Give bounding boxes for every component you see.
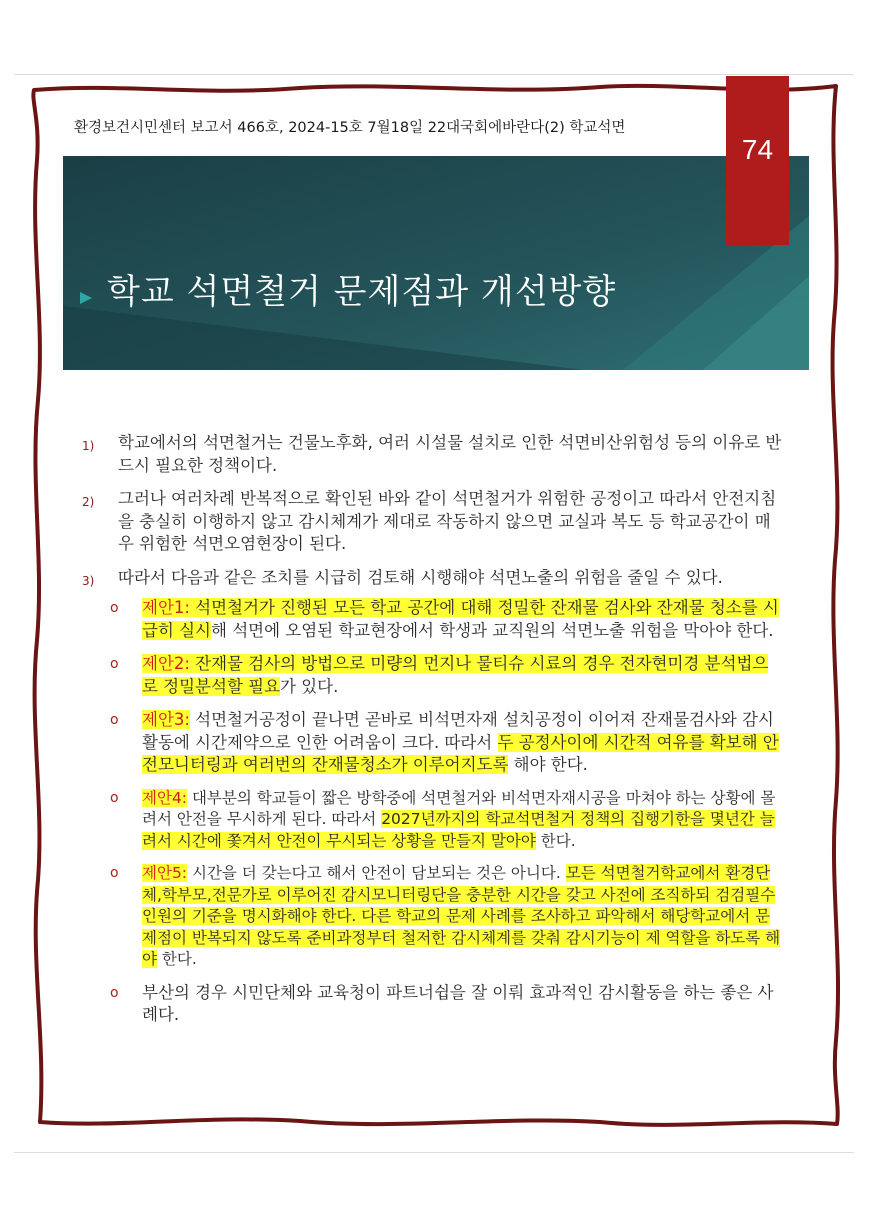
proposal-item (82, 653, 782, 698)
proposal-highlight: 제안2: 잔재물 검사의 방법으로 미량의 먼지나 물티슈 시료의 경우 전자현미경 분석법으로 정밀분석할 필요 (142, 654, 769, 696)
list-item-text: 따라서 다음과 같은 조치를 시급히 검토해 시행해야 석면노출의 위험을 줄일 수 있다. (118, 567, 723, 587)
list-marker: 1) (82, 439, 95, 453)
proposal-highlight: 제안1: 석면철거가 진행된 모든 학교 공간에 대해 정밀한 잔재물 검사와 잔재물 청소를 시급히 실시 (142, 598, 779, 640)
circle-bullet-icon: o (110, 712, 119, 728)
proposal-label: 제안2: (142, 654, 190, 673)
list-marker: 3) (82, 573, 95, 588)
slide-banner (63, 156, 809, 370)
proposal-label: 제안5: (142, 864, 188, 882)
proposal-text: 시간을 더 갖는다고 해서 안전이 담보되는 것은 아니다. (187, 864, 566, 882)
proposal-text: 가 있다. (280, 676, 339, 696)
proposal-highlight: 2027년까지의 학교석면철거 정책의 집행기한을 몇년간 늘려서 시간에 쫓겨서 안전이 무시되는 상황을 만들지 말아야 (142, 810, 775, 850)
circle-bullet-icon: o (110, 600, 119, 616)
circle-bullet-icon: o (110, 984, 119, 1001)
list-item-text: 학교에서의 석면철거는 건물노후화, 여러 시설물 설치로 인한 석면비산위험성 등의 이유로 반드시 필요한 정책이다. (118, 433, 782, 475)
proposal-label: 제안4: (142, 788, 188, 807)
list-item-text: 그러나 여러차례 반복적으로 확인된 바와 같이 석면철거가 위험한 공정이고 따라서 안전지침을 충실히 이행하지 않고 감시체계가 제대로 작동하지 않으면 교실과 복도 등 학교공간이 매우 위험한 석면오염현장이 된다. (118, 489, 777, 553)
proposal-text: 해야 한다. (508, 755, 588, 774)
list-item (82, 432, 782, 477)
circle-bullet-icon: o (110, 656, 119, 672)
list-item (82, 488, 782, 556)
proposal-text: 석면철거공정이 끝나면 곧바로 비석면자재 설치공정이 이어져 잔재물검사와 감시활동에 시간제약으로 인한 어려움이 크다. 따라서 (142, 710, 774, 752)
proposal-label: 제안1: (142, 598, 190, 617)
slide-title: 학교 석면철거 문제점과 개선방향 (107, 272, 617, 312)
proposal-item (82, 709, 782, 777)
circle-bullet-icon: o (110, 789, 119, 806)
proposal-item (82, 597, 782, 642)
proposal-text: 부산의 경우 시민단체와 교육청이 파트너쉽을 잘 이뤄 효과적인 감시활동을 하는 좋은 사례다. (142, 982, 774, 1024)
proposal-item (82, 982, 782, 1027)
proposal-highlight: 두 공정사이에 시간적 여유를 확보해 안전모니터링과 여러번의 잔재물청소가 이루어지도록 (142, 732, 779, 774)
list-marker: 2) (82, 495, 95, 509)
proposal-label: 제안3: (142, 710, 190, 729)
proposal-item (82, 863, 782, 971)
proposal-text: 한다. (535, 831, 576, 850)
page-number-tab (726, 76, 789, 245)
list-item (82, 567, 782, 590)
proposal-label-highlight (142, 710, 190, 729)
proposal-label-highlight (142, 864, 187, 882)
triangle-bullet-icon (78, 290, 94, 306)
proposal-text: 대부분의 학교들이 짧은 방학중에 석면철거와 비석면자재시공을 마쳐야 하는 상황에 몰려서 안전을 무시하게 된다. 따라서 (142, 788, 776, 828)
proposal-item (82, 788, 782, 853)
proposal-label-highlight (142, 789, 187, 807)
circle-bullet-icon: o (110, 865, 119, 881)
proposal-highlight: 모든 석면철거학교에서 환경단체,학부모,전문가로 이루어진 감시모니터링단을 충분한 시간을 갖고 사전에 조직하되 검검필수인원의 기준을 명시화해야 한다. 다른 학교의 문제 사례를 조사하고 파악해서 해당학교에서 문제점이 반복되지 않도록 준비과정부터 철저한 감시체계를 갖춰 감시기능이 제 역할을 하도록 해야 (142, 864, 781, 968)
report-header: 환경보건시민센터 보고서 466호, 2024-15호 7월18일 22대국회에바란다(2) 학교석면 (74, 120, 626, 136)
page-number: 74 (741, 134, 774, 165)
proposal-text: 한다. (156, 950, 197, 968)
slide-content (82, 432, 782, 1038)
proposal-text: 해 석면에 오염된 학교현장에서 학생과 교직원의 석면노출 위험을 막아야 한다. (211, 620, 774, 640)
